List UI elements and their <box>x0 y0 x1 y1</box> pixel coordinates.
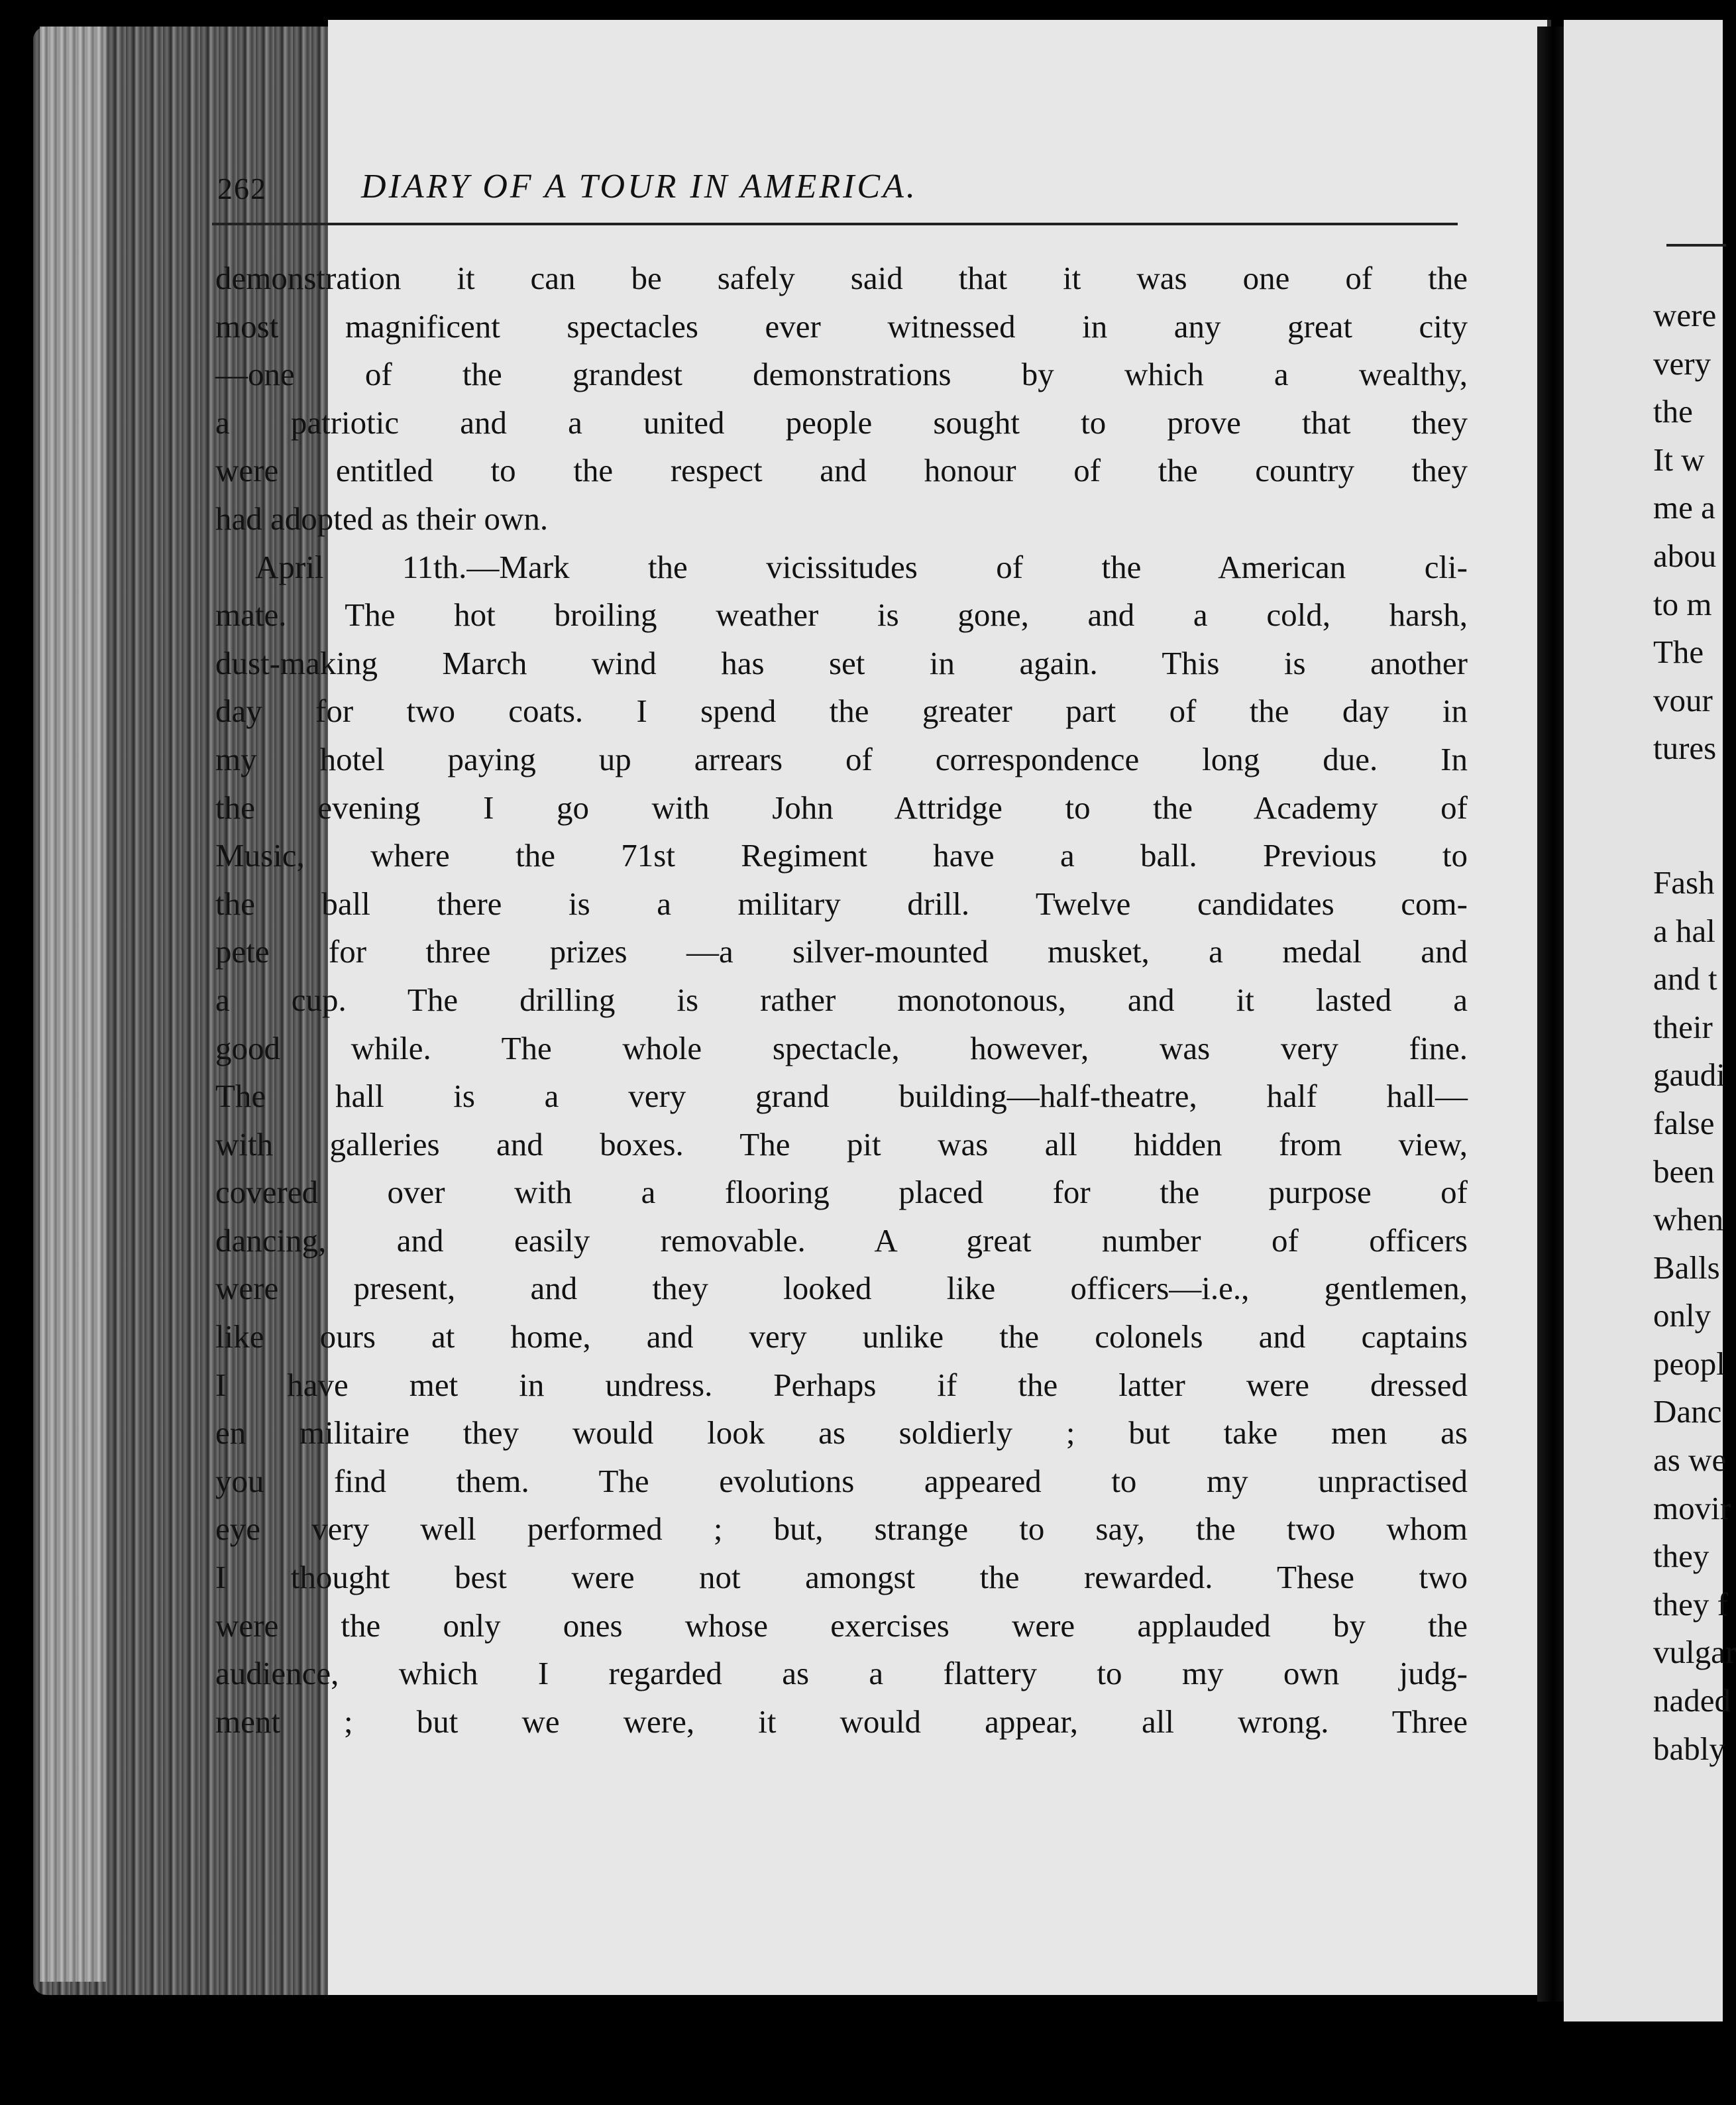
facing-line: were <box>1653 297 1717 333</box>
text-line: my hotel paying up arrears of correspondence long due. In <box>215 740 1468 777</box>
facing-line: Fash <box>1653 864 1715 901</box>
facing-page <box>1564 20 1736 2021</box>
facing-line: their <box>1653 1008 1713 1045</box>
facing-line: when <box>1653 1201 1724 1238</box>
text-line: most magnificent spectacles ever witnessed in any great city <box>215 308 1468 345</box>
text-line: dancing, and easily removable. A great number of officers <box>215 1222 1468 1259</box>
facing-page-text <box>1653 292 1736 1773</box>
facing-line: bably <box>1653 1730 1725 1767</box>
text-line: day for two coats. I spend the greater part of the day in <box>215 693 1468 730</box>
facing-line: as we <box>1653 1442 1727 1479</box>
text-line: ment ; but we were, it would appear, all wrong. Three <box>215 1703 1468 1740</box>
text-line: demonstration it can be safely said that it was one of the <box>215 260 1468 296</box>
text-line: —one of the grandest demonstrations by which a wealthy, <box>215 356 1468 393</box>
facing-line: the <box>1653 393 1693 430</box>
text-line: en militaire they would look as soldierly ; but take men as <box>215 1414 1468 1451</box>
text-line: were present, and they looked like officers—i.e., gentlemen, <box>215 1270 1468 1307</box>
text-line: had adopted as their own. <box>215 500 549 537</box>
facing-line: and t <box>1653 960 1717 997</box>
text-line: like ours at home, and very unlike the colonels and captains <box>215 1318 1468 1355</box>
header-rule <box>212 223 1458 225</box>
text-line: dust-making March wind has set in again. This is another <box>215 644 1468 681</box>
running-title: DIARY OF A TOUR IN AMERICA. <box>361 168 918 205</box>
body-text <box>215 255 1468 1746</box>
text-line: were the only ones whose exercises were applauded by the <box>215 1607 1468 1644</box>
facing-line: been <box>1653 1153 1715 1190</box>
text-line: Music, where the 71st Regiment have a ball. Previous to <box>215 837 1468 874</box>
facing-line: a hal <box>1653 912 1715 949</box>
text-line: were entitled to the respect and honour of the country they <box>215 452 1468 489</box>
text-line: mate. The hot broiling weather is gone, and a cold, harsh, <box>215 597 1468 634</box>
facing-line: It w <box>1653 441 1705 478</box>
facing-line: Balls <box>1653 1249 1720 1286</box>
text-line: eye very well performed ; but, strange to say, the two whom <box>215 1510 1468 1548</box>
text-line: pete for three prizes —a silver-mounted musket, a medal and <box>215 933 1468 970</box>
text-line: covered over with a flooring placed for the purpose of <box>215 1174 1468 1211</box>
text-line: good while. The whole spectacle, however, was very fine. <box>215 1029 1468 1066</box>
facing-line: Danc <box>1653 1393 1722 1430</box>
text-line: April 11th.—Mark the vicissitudes of the American cli- <box>255 548 1468 585</box>
facing-line: they <box>1653 1538 1709 1575</box>
facing-line: vulgar <box>1653 1634 1736 1671</box>
text-line: I have met in undress. Perhaps if the latter were dressed <box>215 1366 1468 1403</box>
facing-line: abou <box>1653 537 1717 574</box>
facing-line: peopl <box>1653 1345 1725 1382</box>
text-line: the evening I go with John Attridge to the Academy of <box>215 789 1468 826</box>
text-line: I thought best were not amongst the rewarded. These two <box>215 1559 1468 1596</box>
text-line: a patriotic and a united people sought to prove that they <box>215 404 1468 441</box>
facing-line: The <box>1653 634 1704 671</box>
facing-line: to m <box>1653 585 1712 622</box>
text-line: a cup. The drilling is rather monotonous, and it lasted a <box>215 981 1468 1018</box>
facing-header-rule <box>1666 244 1726 247</box>
facing-line-gap <box>1653 773 1733 859</box>
facing-line: only <box>1653 1297 1711 1334</box>
facing-line: me a <box>1653 489 1715 526</box>
facing-line: vour <box>1653 681 1713 718</box>
facing-line: they f <box>1653 1585 1728 1622</box>
facing-line: false <box>1653 1104 1715 1141</box>
page-number: 262 <box>217 172 267 205</box>
text-line: with galleries and boxes. The pit was all hidden from view, <box>215 1125 1468 1163</box>
facing-line: tures <box>1653 730 1717 767</box>
text-line: the ball there is a military drill. Twelve candidates com- <box>215 885 1468 922</box>
facing-line: gaudi <box>1653 1056 1725 1094</box>
page-edges-highlight <box>40 27 106 1982</box>
text-line: you find them. The evolutions appeared to my unpractised <box>215 1462 1468 1499</box>
facing-line: naded <box>1653 1682 1731 1719</box>
text-line: The hall is a very grand building—half-theatre, half hall— <box>215 1078 1468 1115</box>
facing-line: movir <box>1653 1489 1731 1526</box>
text-line: audience, which I regarded as a flattery to my own judg- <box>215 1655 1468 1692</box>
facing-line: very <box>1653 345 1711 382</box>
